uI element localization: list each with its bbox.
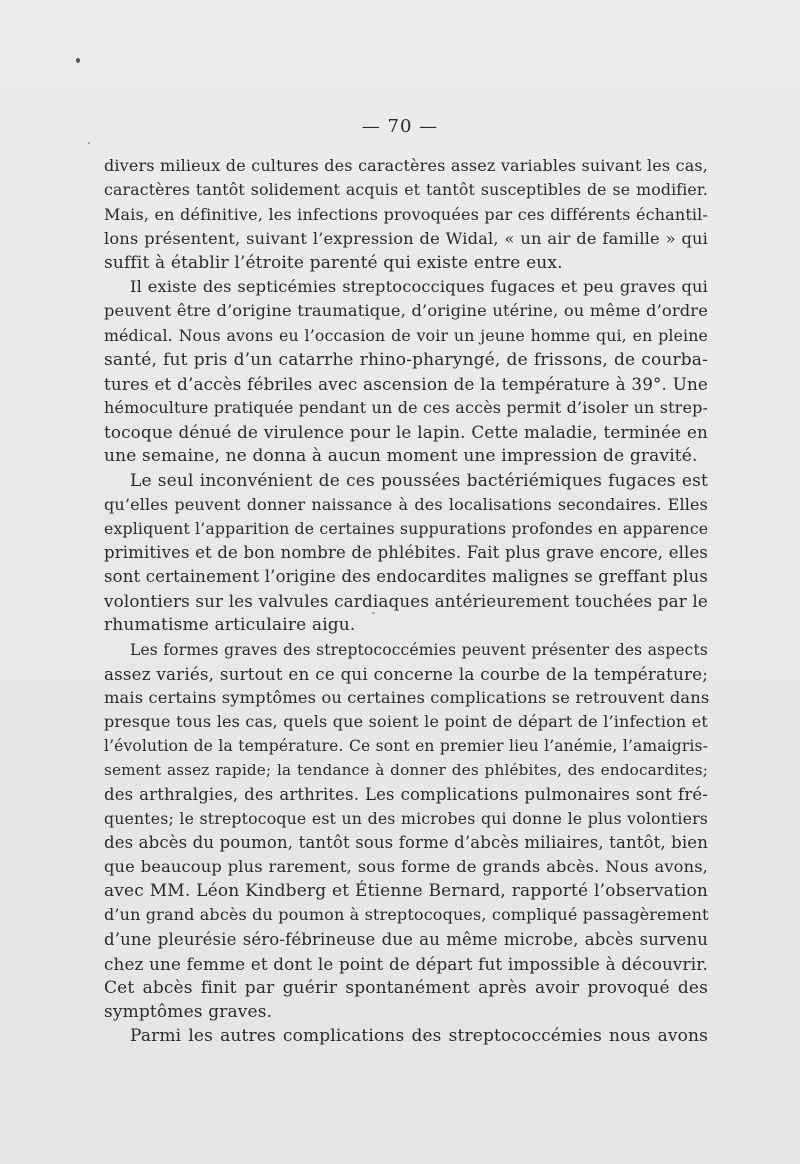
text-line: santé, fut pris d’un catarrhe rhino-pharyngé, de frissons, de courba-	[104, 350, 708, 370]
text-line: médical. Nous avons eu l’occasion de voir un jeune homme qui, en pleine	[104, 326, 708, 345]
text-line: d’une pleurésie séro-fébrineuse due au même microbe, abcès survenu	[104, 930, 708, 949]
text-line: des arthralgies, des arthrites. Les complications pulmonaires sont fré-	[104, 785, 708, 804]
text-line: sont certainement l’origine des endocardites malignes se greffant plus	[104, 567, 708, 586]
text-line: d’un grand abcès du poumon à streptocoques, compliqué passagèrement	[104, 905, 709, 924]
text-line: avec MM. Léon Kindberg et Étienne Bernard, rapporté l’observation	[104, 881, 708, 901]
text-line: presque tous les cas, quels que soient le point de départ de l’infection et	[104, 712, 708, 731]
paper-speck	[76, 58, 80, 63]
text-line: hémoculture pratiquée pendant un de ces accès permit d’isoler un strep-	[104, 398, 709, 417]
text-line: lons présentent, suivant l’expression de Widal, « un air de famille » qui	[104, 229, 708, 248]
text-line: chez une femme et dont le point de départ fut impossible à découvrir.	[104, 954, 708, 974]
paragraph-start-line: Il existe des septicémies streptococciques fugaces et peu graves qui	[130, 277, 708, 296]
text-line: caractères tantôt solidement acquis et tantôt susceptibles de se modifier.	[104, 180, 708, 199]
paragraph-start-line: Le seul inconvénient de ces poussées bactériémiques fugaces est	[130, 471, 708, 491]
text-line: quentes; le streptocoque est un des microbes qui donne le plus volontiers	[104, 809, 708, 828]
paper-speck	[88, 142, 90, 144]
text-line: symptômes graves.	[104, 1002, 273, 1022]
text-line: tocoque dénué de virulence pour le lapin. Cette maladie, terminée en	[104, 422, 708, 442]
text-line: Cet abcès finit par guérir spontanément après avoir provoqué des	[104, 978, 708, 998]
text-line: mais certains symptômes ou certaines complications se retrouvent dans	[104, 688, 710, 707]
text-line: suffit à établir l’étroite parenté qui existe entre eux.	[104, 253, 563, 273]
text-line: primitives et de bon nombre de phlébites. Fait plus grave encore, elles	[104, 543, 708, 562]
text-line: sement assez rapide; la tendance à donner des phlébites, des endocardites;	[104, 761, 708, 779]
text-line: Mais, en définitive, les infections provoquées par ces différents échantil-	[104, 205, 708, 224]
paragraph-start-line: Les formes graves des streptococcémies peuvent présenter des aspects	[130, 641, 708, 659]
text-line: rhumatisme articulaire aigu.	[104, 615, 356, 635]
text-line: des abcès du poumon, tantôt sous forme d’abcès miliaires, tantôt, bien	[104, 833, 708, 852]
text-line: l’évolution de la température. Ce sont en premier lieu l’anémie, l’amaigris-	[104, 737, 708, 755]
text-line: volontiers sur les valvules cardiaques antérieurement touchées par le	[104, 591, 708, 611]
text-line: divers milieux de cultures des caractères assez variables suivant les cas,	[104, 156, 708, 175]
text-line: tures et d’accès fébriles avec ascension de la température à 39°. Une	[104, 374, 708, 394]
text-line: assez variés, surtout en ce qui concerne la courbe de la température;	[104, 664, 708, 684]
text-line: une semaine, ne donna à aucun moment une impression de gravité.	[104, 446, 698, 466]
text-line: que beaucoup plus rarement, sous forme de grands abcès. Nous avons,	[104, 857, 708, 876]
text-line: expliquent l’apparition de certaines suppurations profondes en apparence	[104, 519, 709, 538]
page-number: — 70 —	[361, 116, 439, 137]
text-line: qu’elles peuvent donner naissance à des localisations secondaires. Elles	[104, 495, 708, 514]
paragraph-start-line: Parmi les autres complications des streptococcémies nous avons	[130, 1026, 708, 1046]
text-line: peuvent être d’origine traumatique, d’origine utérine, ou même d’ordre	[104, 301, 708, 320]
